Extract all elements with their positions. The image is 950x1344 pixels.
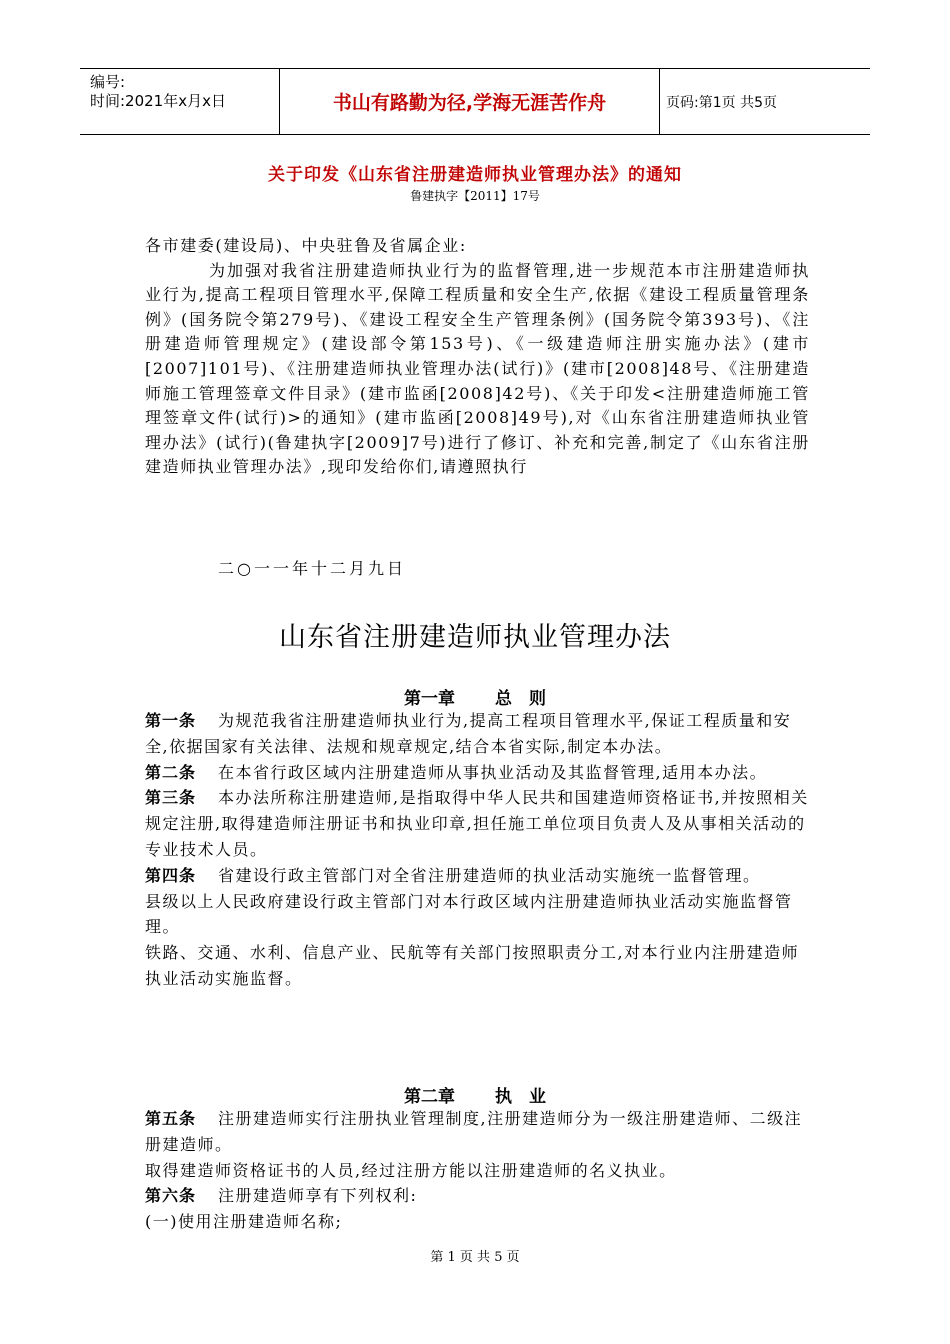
article-text: 本办法所称注册建造师,是指取得中华人民共和国建造师资格证书,并按照相关规定注册,取得建造师注册证书和执业印章,担任施工单位项目负责人及从事相关活动的专业技术人员。 — [145, 788, 809, 859]
article — [145, 708, 810, 760]
article-text: 注册建造师实行注册执业管理制度,注册建造师分为一级注册建造师、二级注册建造师。 — [145, 1109, 803, 1154]
chapter-name: 总 则 — [495, 689, 546, 709]
article — [145, 863, 810, 889]
article-label: 第四条 — [145, 865, 197, 885]
header-page-label: 页码:第1页 共5页 — [666, 94, 777, 111]
notice-recipients: 各市建委(建设局)、中央驻鲁及省属企业: — [145, 236, 467, 255]
notice-title: 关于印发《山东省注册建造师执业管理办法》的通知 — [268, 165, 682, 185]
article-text: 在本省行政区域内注册建造师从事执业活动及其监督管理,适用本办法。 — [218, 762, 768, 782]
time-label: 时间:2021年x月x日 — [90, 92, 226, 110]
article-item: (一)使用注册建造师名称; — [145, 1212, 343, 1232]
article-paragraph: 铁路、交通、水利、信息产业、民航等有关部门按照职责分工,对本行业内注册建造师执业活动实施监督。 — [145, 943, 800, 988]
chapter2-articles — [145, 1106, 810, 1235]
chapter-name: 执 业 — [495, 1087, 546, 1107]
header-meta — [80, 69, 280, 134]
page-footer: 第 1 页 共 5 页 — [430, 1250, 520, 1265]
notice-paragraph: 为加强对我省注册建造师执业行为的监督管理,进一步规范本市注册建造师执业行为,提高工程项目管理水平,保障工程质量和安全生产,依据《建设工程质量管理条例》(国务院令第279号)、《建设工程安全生产管理条例》(国务院令第393号)、《注册建造师管理规定》(建设部令第153号)、《一级建造师注册实施办法》(建市[2007]101号)、《注册建造师执业管理办法(试行)》(建市[2008]48号、《注册建造师施工管理签章文件目录》(建市监函[2008]42号)、《关于印发<注册建造师施工管理签章文件(试行)>的通知》(建市监函[2008]49号),对《山东省注册建造师执业管理办法》(试行)(鲁建执字[2009]7号)进行了修订、补充和完善,制定了《山东省注册建造师执业管理办法》,现印发给你们,请遵照执行 — [145, 260, 810, 477]
article-label: 第二条 — [145, 762, 197, 782]
article-label: 第五条 — [145, 1109, 197, 1128]
chapter-number: 第二章 — [404, 1087, 455, 1107]
article — [145, 785, 810, 862]
article — [145, 1106, 810, 1158]
article — [145, 1183, 810, 1209]
document-header — [80, 68, 870, 135]
article-text: 省建设行政主管部门对全省注册建造师的执业活动实施统一监督管理。 — [218, 865, 761, 885]
chapter-heading — [0, 1082, 950, 1107]
article-text: 注册建造师享有下列权利: — [218, 1186, 418, 1206]
chapter-heading — [0, 684, 950, 709]
article-text: 为规范我省注册建造师执业行为,提高工程项目管理水平,保证工程质量和安全,依据国家有关法律、法规和规章规定,结合本省实际,制定本办法。 — [145, 711, 792, 756]
regulation-title: 山东省注册建造师执业管理办法 — [279, 622, 671, 653]
article-label: 第一条 — [145, 711, 197, 730]
number-label: 编号: — [90, 73, 126, 91]
header-motto: 书山有路勤为径,学海无涯苦作舟 — [280, 69, 660, 134]
article — [145, 760, 810, 786]
notice-date: 二○一一年十二月九日 — [218, 559, 406, 578]
notice-doc-number: 鲁建执字【2011】17号 — [410, 189, 540, 203]
article-paragraph: 取得建造师资格证书的人员,经过注册方能以注册建造师的名义执业。 — [145, 1160, 677, 1180]
chapter-number: 第一章 — [404, 689, 455, 709]
chapter1-articles — [145, 708, 810, 992]
article-paragraph: 县级以上人民政府建设行政主管部门对本行政区域内注册建造师执业活动实施监督管理。 — [145, 891, 793, 937]
article-label: 第六条 — [145, 1186, 197, 1206]
article-label: 第三条 — [145, 788, 197, 808]
notice-body — [145, 234, 810, 480]
